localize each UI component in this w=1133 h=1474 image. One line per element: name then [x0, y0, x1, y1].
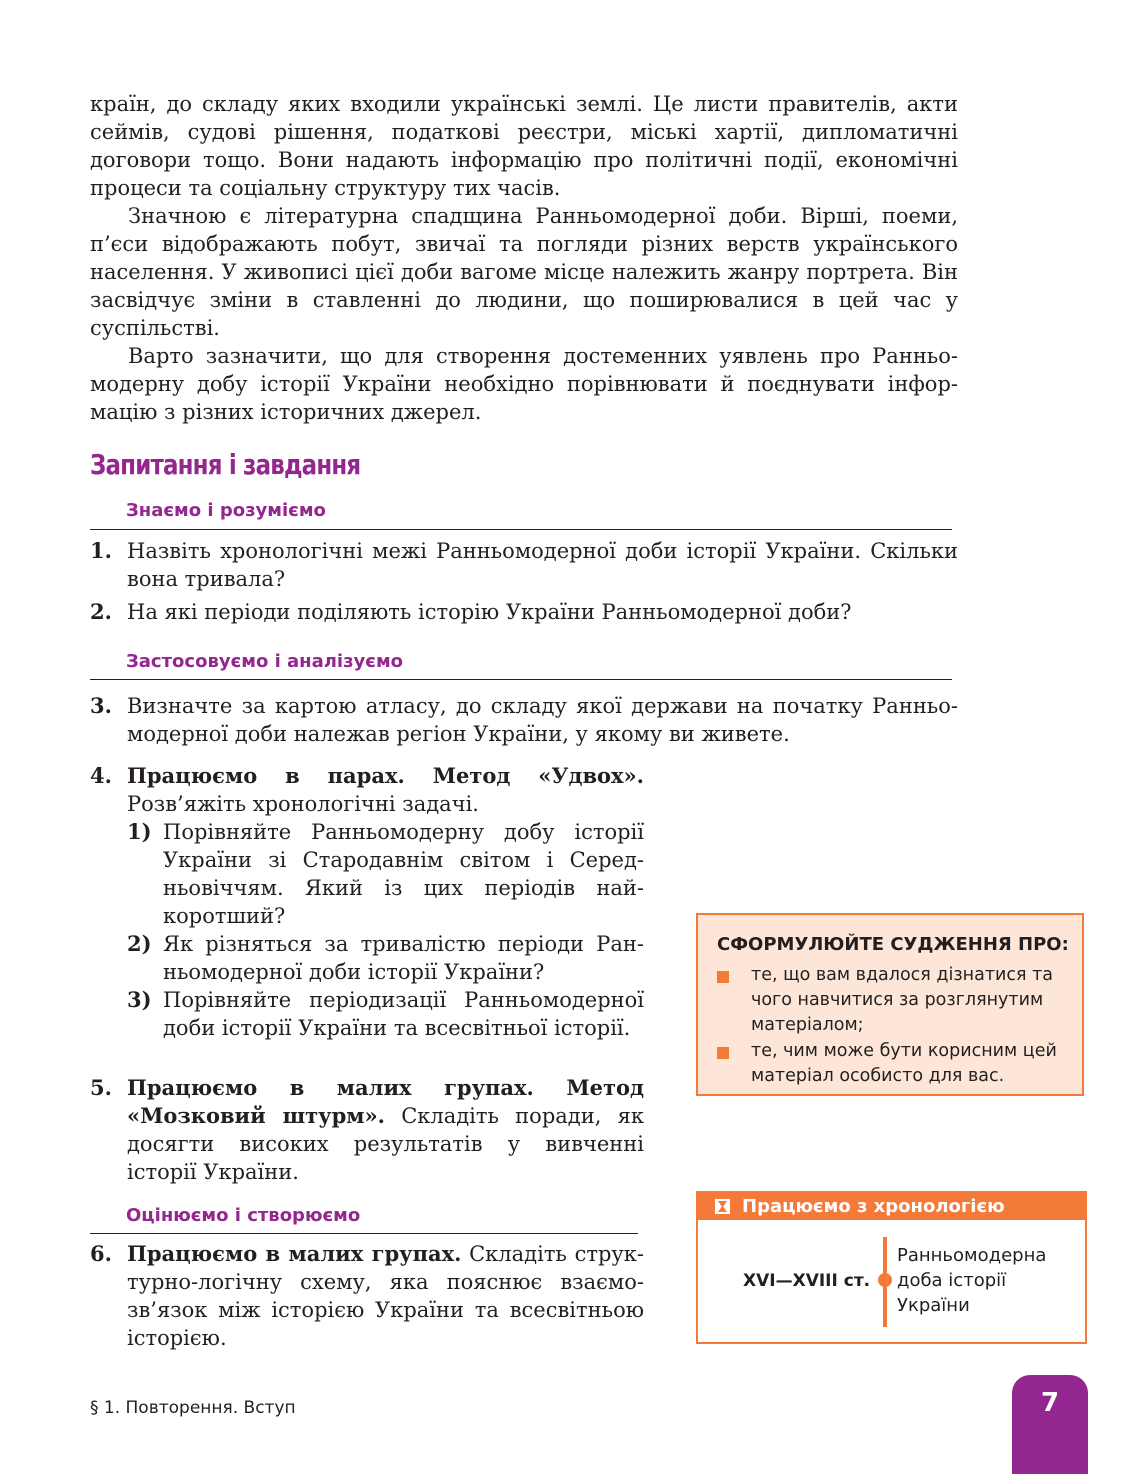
subhead-apply-analyze: Застосовуємо і аналізуємо	[126, 651, 404, 672]
subhead-evaluate-create: Оцінюємо і створюємо	[126, 1205, 361, 1226]
question-3	[90, 692, 958, 748]
question-number: 5.	[90, 1075, 112, 1100]
chronology-header-label: Працюємо з хронологією	[742, 1196, 1005, 1217]
question-body: Складіть структурно-логічну схему, яка пояснює взаємозв’язок між історією України та всесвітньою історією.	[127, 1242, 644, 1350]
footer-section-label: § 1. Повторення. Вступ	[90, 1398, 296, 1418]
judgement-item	[717, 1039, 1072, 1089]
question-number: 4.	[90, 763, 112, 788]
chronology-box	[696, 1191, 1087, 1344]
formulate-judgement-box	[696, 913, 1084, 1096]
subtask-number: 2)	[127, 931, 152, 956]
square-bullet-icon	[717, 971, 729, 983]
question-6	[90, 1240, 644, 1352]
question-text: На які періоди поділяють історію України Ранньомодерної доби?	[127, 600, 852, 624]
square-bullet-icon	[717, 1047, 729, 1059]
subtask-text: Як різняться за тривалістю періоди Ранньомодерної доби історії України?	[163, 932, 644, 984]
subtask-number: 3)	[127, 987, 152, 1012]
timeline-dot	[878, 1273, 892, 1287]
judgement-item-text: те, чим може бути корисним цей матеріал особисто для вас.	[751, 1041, 1057, 1086]
hourglass-icon	[715, 1199, 730, 1214]
section-title: Запитання і завдання	[90, 448, 361, 481]
question-text	[127, 762, 644, 818]
method-label: Працюємо в малих групах. Метод «Мозковий штурм».	[127, 1075, 644, 1128]
question-number: 1.	[90, 538, 112, 563]
intro-paragraph-3: Варто зазначити, що для створення достеменних уявлень про Ранньомодерну добу історії України необхідно порівнювати й поєднувати інформацію з різних історичних джерел.	[90, 344, 958, 424]
question-5	[90, 1074, 644, 1186]
subhead-divider	[90, 1233, 638, 1234]
intro-paragraph-1: країн, до складу яких входили українські землі. Це листи правителів, акти сеймів, судові рішення, податкові реєстри, міські хартії, дипломатичні договори тощо. Вони надають інформацію про політичні події, економічні процеси та соціальну структуру тих часів.	[90, 92, 958, 200]
chronology-header	[698, 1193, 1085, 1220]
question-number: 6.	[90, 1241, 112, 1266]
page-number: 7	[1012, 1375, 1088, 1474]
judgement-list	[717, 963, 1072, 1090]
subtask-2	[127, 930, 644, 986]
intro-text	[90, 90, 958, 426]
question-text	[127, 1240, 644, 1352]
question-number: 3.	[90, 693, 112, 718]
question-2	[90, 598, 958, 626]
subtask-text: Порівняйте періодизації Ранньомодерної доби історії України та всесвітньої історії.	[163, 988, 644, 1040]
question-number: 2.	[90, 599, 112, 624]
subhead-know-understand: Знаємо і розуміємо	[126, 500, 326, 521]
question-1	[90, 537, 958, 593]
subtask-number: 1)	[127, 819, 152, 844]
question-4	[90, 762, 644, 1042]
subtask-3	[127, 986, 644, 1042]
judgement-item	[717, 963, 1072, 1038]
method-label: Працюємо в парах. Метод «Удвох».	[127, 763, 644, 788]
question-body: Розв’яжіть хронологічні задачі.	[127, 792, 479, 816]
judgement-box-title: СФОРМУЛЮЙТЕ СУДЖЕННЯ ПРО:	[717, 934, 1069, 955]
chronology-label: Ранньомодерна доба історії України	[897, 1245, 1047, 1316]
subhead-divider	[90, 679, 952, 680]
question-text: Назвіть хронологічні межі Ранньомодерної доби історії України. Скільки вона тривала?	[127, 539, 958, 591]
method-label: Працюємо в малих групах.	[127, 1241, 462, 1266]
question-text	[127, 1074, 644, 1186]
intro-paragraph-2: Значною є літературна спадщина Ранньомодерної доби. Вірші, поеми, п’єси відображають побут, звичаї та погляди різних верств українського населення. У живописі цієї доби вагоме місце належить жанру портрета. Він засвідчує зміни в ставленні до людини, що поширювалися в цей час у суспільстві.	[90, 204, 958, 340]
subtask-1	[127, 818, 644, 930]
question-body: Складіть поради, як досягти високих результатів у вивченні історії України.	[127, 1104, 644, 1184]
question-text: Визначте за картою атласу, до складу якої держави на початку Ранньомодерної доби належав регіон України, у якому ви живете.	[127, 694, 958, 746]
subtask-text: Порівняйте Ранньомодерну добу історії України зі Стародавнім світом і Середньовіччям. Який із цих періодів найкоротший?	[163, 820, 644, 928]
judgement-item-text: те, що вам вдалося дізнатися та чого навчитися за розглянутим матеріалом;	[751, 965, 1054, 1035]
chronology-date: XVI—XVIII ст.	[743, 1271, 871, 1291]
subhead-divider	[90, 529, 952, 530]
